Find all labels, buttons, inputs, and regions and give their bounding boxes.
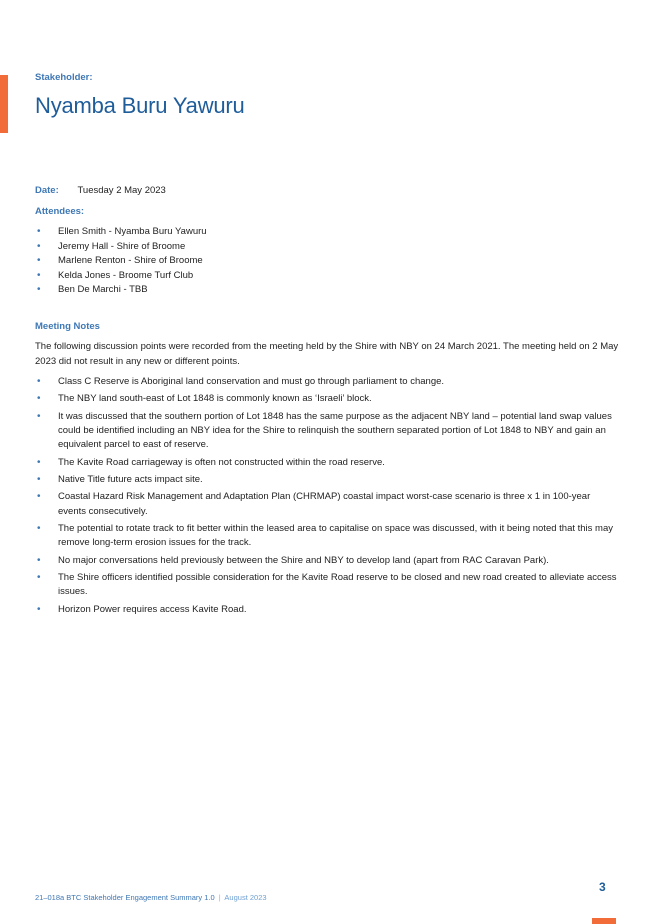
footer-date: August 2023 [224,893,267,902]
footer-document-title: 21–018a BTC Stakeholder Engagement Summary 1.0 [35,893,215,902]
bullet-icon: • [37,491,41,503]
list-item: • Class C Reserve is Aboriginal land conservation and must go through parliament to change. [35,375,618,389]
list-item: • The Shire officers identified possible consideration for the Kavite Road reserve to be closed and new road created to alleviate access issues. [37,571,617,598]
list-item: • Ellen Smith - Nyamba Buru Yawuru [35,225,207,240]
bullet-icon: • [37,269,41,281]
list-item: • The NBY land south-east of Lot 1848 is commonly known as ‘Israeli’ block. [35,392,618,406]
accent-bar-bottom [592,918,616,924]
page-number: 3 [599,880,606,894]
attendees-label: Attendees: [35,206,85,217]
date-row [35,185,166,196]
bullet-icon: • [37,393,41,405]
list-item: • Native Title future acts impact site. [35,473,618,487]
list-item: • Marlene Renton - Shire of Broome [35,254,207,269]
list-item: • The potential to rotate track to fit better within the leased area to capitalise on space was discussed, with it being noted that this may remove long-term erosion issues for the track. [37,522,614,549]
notes-list [35,375,618,620]
list-item: • Horizon Power requires access Kavite Road. [35,603,618,617]
bullet-icon: • [37,522,41,534]
bullet-icon: • [37,240,41,252]
meeting-notes-label: Meeting Notes [35,321,100,332]
accent-bar-left [0,75,8,133]
list-item: • Jeremy Hall - Shire of Broome [35,240,207,255]
attendees-list [35,225,207,298]
bullet-icon: • [37,456,41,468]
list-item: • No major conversations held previously between the Shire and NBY to develop land (apart from RAC Caravan Park). [35,554,618,568]
list-item: • Ben De Marchi - TBB [35,283,207,298]
meeting-notes-intro: The following discussion points were recorded from the meeting held by the Shire with NBY on 24 March 2021. The meeting held on 2 May 2023 did not result in any new or different points. [35,341,619,367]
list-item: • It was discussed that the southern portion of Lot 1848 has the same purpose as the adjacent NBY land – potential land swap values could be identified including an NBY idea for the Shire to relinquish the southern separated portion of Lot 1848 to NBY and gain an equivalent parcel to east of reserve. [37,410,612,451]
bullet-icon: • [37,554,41,566]
bullet-icon: • [37,376,41,387]
footer-separator: | [218,893,221,902]
bullet-icon: • [37,226,41,237]
list-item: • Kelda Jones - Broome Turf Club [35,269,207,284]
date-label: Date: [35,185,59,196]
bullet-icon: • [37,571,41,583]
bullet-icon: • [37,410,41,422]
date-value: Tuesday 2 May 2023 [77,185,166,196]
bullet-icon: • [37,284,41,295]
list-item: • The Kavite Road carriageway is often not constructed within the road reserve. [35,456,618,470]
bullet-icon: • [37,473,41,485]
stakeholder-label: Stakeholder: [35,72,93,83]
bullet-icon: • [37,255,41,266]
bullet-icon: • [37,603,41,615]
footer [35,893,267,902]
page-title: Nyamba Buru Yawuru [35,93,245,118]
list-item: • Coastal Hazard Risk Management and Adaptation Plan (CHRMAP) coastal impact worst-case scenario is three x 1 in 100-year events consecutively. [37,491,591,517]
